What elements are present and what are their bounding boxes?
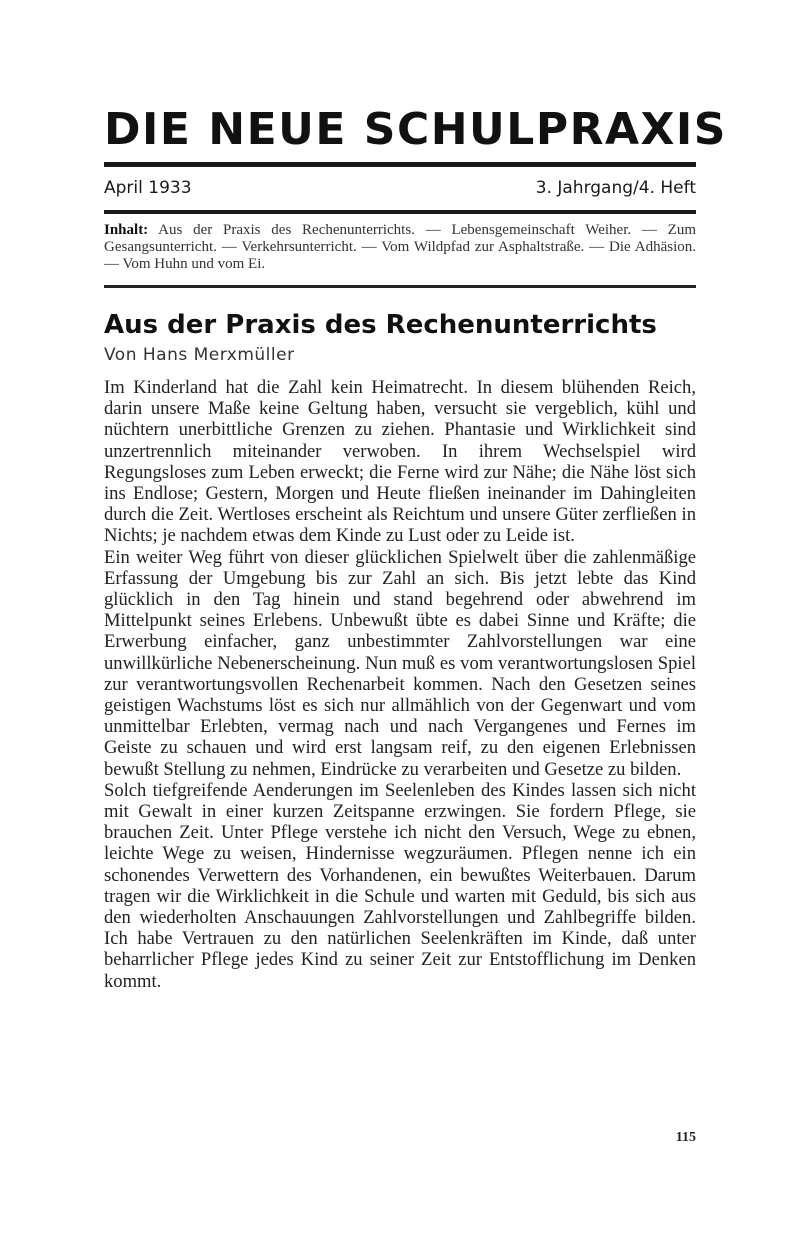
paragraph: Solch tiefgreifende Aenderungen im Seelenleben des Kindes lassen sich nicht mit Gewalt in einer kurzen Zeitspanne erzwingen. Sie fordern Pflege, sie brauchen Zeit. Unter Pflege verstehe ich nicht den Versuch, Wege zu ebnen, leichte Wege zu weisen, Hindernisse wegzuräumen. Pflegen nenne ich ein schonendes Verwettern des Vorhandenen, ein bewußtes Weiterbauen. Darum tragen wir die Wirklichkeit in die Schule und warten mit Geduld, bis sich aus den wiederholten Anschauungen Zahlvorstellungen und Zahlbegriffe bilden. Ich habe Vertrauen zu den natürlichen Seelenkräften im Kinde, daß unter beharrlicher Pflege jedes Kind zu seiner Zeit zur Entstofflichung im Denken kommt. [104,779,696,992]
journal-page [104,0,727,1235]
paragraph: Ein weiter Weg führt von dieser glücklichen Spielwelt über die zahlenmäßige Erfassung der Umgebung bis zur Zahl an sich. Bis jetzt lebte das Kind glücklich in den Tag hinein und stand begehrend oder abwehrend im Mittelpunkt seines Erlebens. Unbewußt übte es dabei Sinne und Kräfte; die Erwerbung einfacher, ganz unbestimmter Zahlvorstellungen war eine unwillkürliche Nebenerscheinung. Nun muß es vom verantwortungslosen Spiel zur verantwortungsvollen Rechenarbeit kommen. Nach den Gesetzen seines geistigen Wachstums löst es sich nur allmählich von der Gegenwart und vom unmittelbar Erlebten, vermag nach und nach Vergangenes und Fernes im Geiste zu schauen und wird erst langsam reif, zu den eigenen Erlebnissen bewußt Stellung zu nehmen, Eindrücke zu verarbeiten und Gesetze zu bilden. [104,546,696,780]
masthead-rule [104,162,696,167]
contents-items: Aus der Praxis des Rechenunterrichts. — Lebensgemeinschaft Weiher. — Zum Gesangsunterricht. — Verkehrsunterricht. — Vom Wildpfad zur Asphaltstraße. — Die Adhäsion. — Vom Huhn und vom Ei. [104,222,696,272]
issue-volume: 3. Jahrgang/4. Heft [535,178,696,198]
article-body [104,377,696,992]
article-byline: Von Hans Merxmüller [104,345,295,365]
issue-rule [104,210,696,214]
table-of-contents [104,222,696,273]
page-number: 115 [675,1130,696,1145]
contents-rule [104,285,696,288]
article-title: Aus der Praxis des Rechenunterrichts [104,310,657,340]
contents-label: Inhalt: [104,222,149,238]
issue-date: April 1933 [104,178,192,198]
issue-line [104,178,696,198]
masthead-title: DIE NEUE SCHULPRAXIS [104,104,727,155]
paragraph: Im Kinderland hat die Zahl kein Heimatrecht. In diesem blühenden Reich, darin unsere Maße keine Geltung haben, versucht sie vergeblich, kühl und nüchtern unerbittliche Grenzen zu ziehen. Phantasie und Wirklichkeit sind unzertrennlich miteinander verwoben. In ihrem Wechselspiel wird Regungsloses zum Leben erweckt; die Ferne wird zur Nähe; die Nähe löst sich ins Endlose; Gestern, Morgen und Heute fließen ineinander im Dahingleiten durch die Zeit. Wertloses erscheint als Reichtum und unsere Güter zerfließen in Nichts; je nachdem etwas dem Kinde zu Lust oder zu Leide ist. [104,377,696,547]
